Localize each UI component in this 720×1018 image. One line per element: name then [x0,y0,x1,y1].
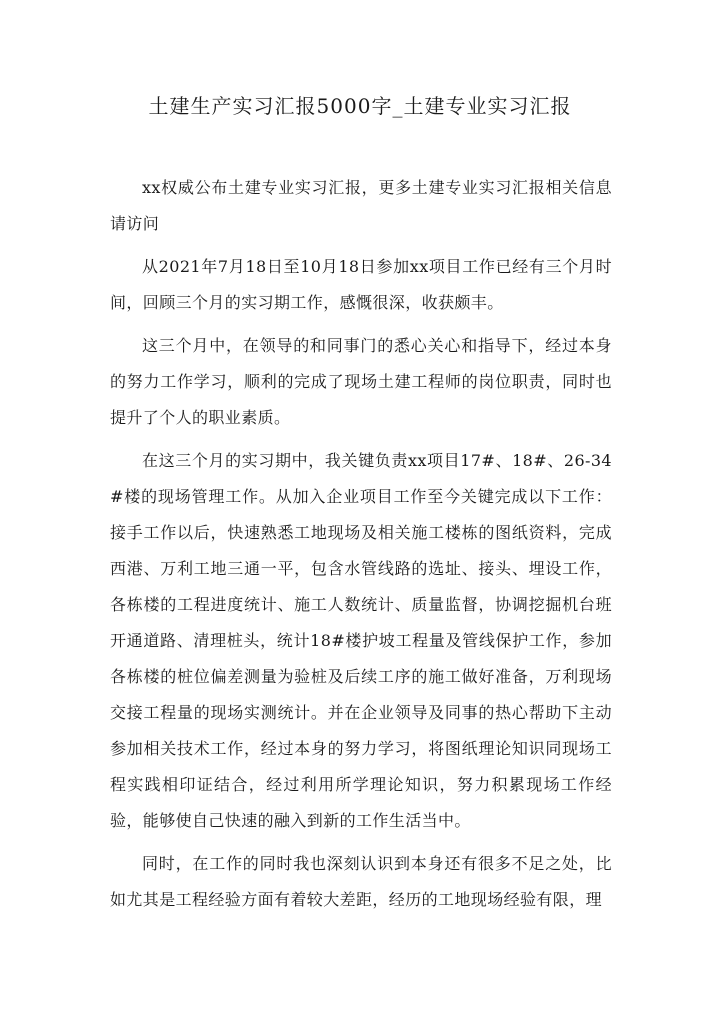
document-title: 土建生产实习汇报5000字_土建专业实习汇报 [148,94,572,118]
document-body [110,170,612,925]
paragraph-guidance: 这三个月中，在领导的和同事门的悉心关心和指导下，经过本身的努力工作学习，顺利的完成了现场土建工程师的岗位职责，同时也提升了个人的职业素质。 [110,336,612,427]
paragraph-intro: xx权威公布土建专业实习汇报，更多土建专业实习汇报相关信息请访问 [110,178,612,233]
paragraph-shortcomings: 同时，在工作的同时我也深刻认识到本身还有很多不足之处，比如尤其是工程经验方面有着较大差距，经历的工地现场经验有限，理 [110,854,612,909]
paragraph-work-details: 在这三个月的实习期中，我关键负责xx项目17#、18#、26-34#楼的现场管理工作。从加入企业项目工作至今关键完成以下工作：接手工作以后，快速熟悉工地现场及相关施工楼栋的图纸资料，完成西港、万利工地三通一平，包含水管线路的选址、接头、埋设工作，各栋楼的工程进度统计、施工人数统计、质量监督，协调挖掘机台班开通道路、清理桩头，统计18#楼护坡工程量及管线保护工作，参加各栋楼的桩位偏差测量为验桩及后续工序的施工做好准备，万利现场交接工程量的现场实测统计。并在企业领导及同事的热心帮助下主动参加相关技术工作，经过本身的努力学习，将图纸理论知识同现场工程实践相印证结合，经过利用所学理论知识，努力积累现场工作经验，能够使自己快速的融入到新的工作生活当中。 [110,451,612,830]
paragraph-period: 从2021年7月18日至10月18日参加xx项目工作已经有三个月时间，回顾三个月的实习期工作，感慨很深，收获颇丰。 [110,257,612,312]
